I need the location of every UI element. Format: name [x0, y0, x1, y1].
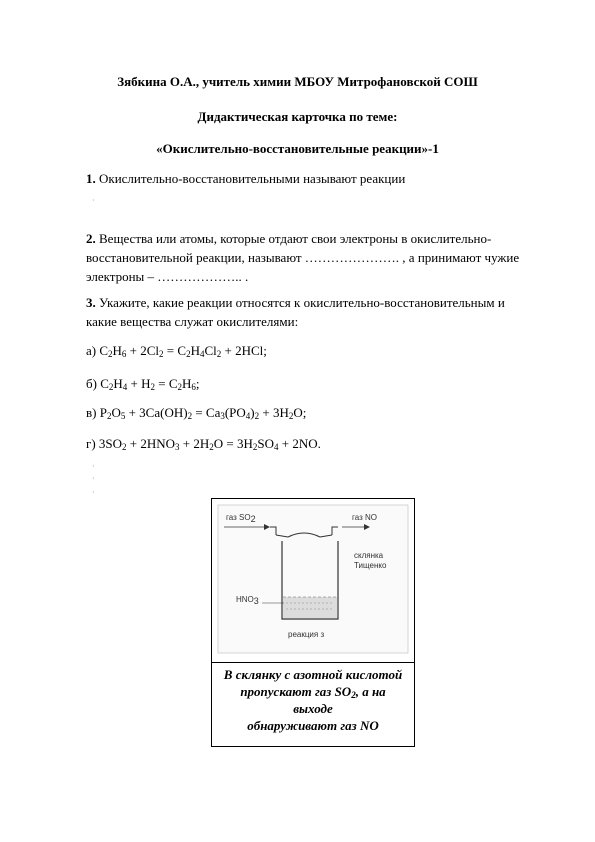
question-3-line-1: Укажите, какие реакции относятся к окислительно-восстановительным и — [99, 295, 505, 310]
question-1-number: 1. — [86, 171, 96, 186]
question-3-number: 3. — [86, 295, 96, 310]
caption-line-2: пропускают газ $SO_2$, а на — [240, 684, 386, 700]
question-1 — [86, 171, 405, 187]
reaction-v-label: в) — [86, 405, 97, 420]
answer-mark-4: · — [92, 488, 95, 497]
caption-line-1: В склянку с азотной кислотой — [223, 667, 403, 682]
caption-line-3: выходе — [293, 701, 333, 716]
question-2 — [86, 229, 536, 286]
question-3-line-2: какие вещества служат окислителями: — [86, 314, 299, 329]
gas-in-label: газ $SO_2$ — [226, 513, 256, 524]
acid-liquid — [283, 597, 337, 618]
reaction-v: в) $P_2O_5 + 3Ca(OH)_2 = Ca_3(PO_4)_2 + 3H_2O$; — [86, 405, 307, 421]
question-2-number: 2. — [86, 231, 96, 246]
question-2-line-3: электроны – ……………….. . — [86, 269, 249, 284]
acid-label: $HNO_3$ — [236, 595, 259, 606]
reaction-b-label: б) — [86, 376, 97, 391]
question-3 — [86, 293, 536, 331]
answer-mark-3: · — [92, 474, 95, 483]
flask-name-line-1: склянка — [354, 551, 384, 560]
gas-out-label: газ NO — [352, 513, 377, 522]
answer-mark-1: · — [92, 196, 95, 205]
author-line: Зябкина О.А., учитель химии МБОУ Митрофановской СОШ — [117, 74, 478, 89]
answer-mark-2: · — [92, 462, 95, 471]
apparatus-figure — [211, 498, 415, 663]
question-2-line-1: Вещества или атомы, которые отдают свои электроны в окислительно- — [99, 231, 492, 246]
flask-name-line-2: Тищенко — [354, 561, 387, 570]
figure-caption: реакция з — [288, 630, 325, 639]
reaction-g: г) $3SO_2 + 2HNO_3 + 2H_2O = 3H_2SO_4 + 2NO$. — [86, 436, 321, 452]
topic-title: «Окислительно-восстановительные реакции»-1 — [156, 141, 439, 156]
reaction-g-label: г) — [86, 436, 96, 451]
card-title: Дидактическая карточка по теме: — [197, 109, 398, 124]
reaction-a: а) $C_2H_6 + 2Cl_2 = C_2H_4Cl_2 + 2HCl$; — [86, 343, 267, 359]
figure-description — [211, 662, 415, 747]
caption-line-4: обнаруживают газ NO — [247, 718, 379, 733]
question-2-line-2: восстановительной реакции, называют …………………. , а принимают чужие — [86, 250, 520, 265]
question-1-text: Окислительно-восстановительными называют реакции — [99, 171, 406, 186]
reaction-b: б) $C_2H_4 + H_2 = C_2H_6$; — [86, 376, 200, 392]
reaction-a-label: а) — [86, 343, 97, 358]
